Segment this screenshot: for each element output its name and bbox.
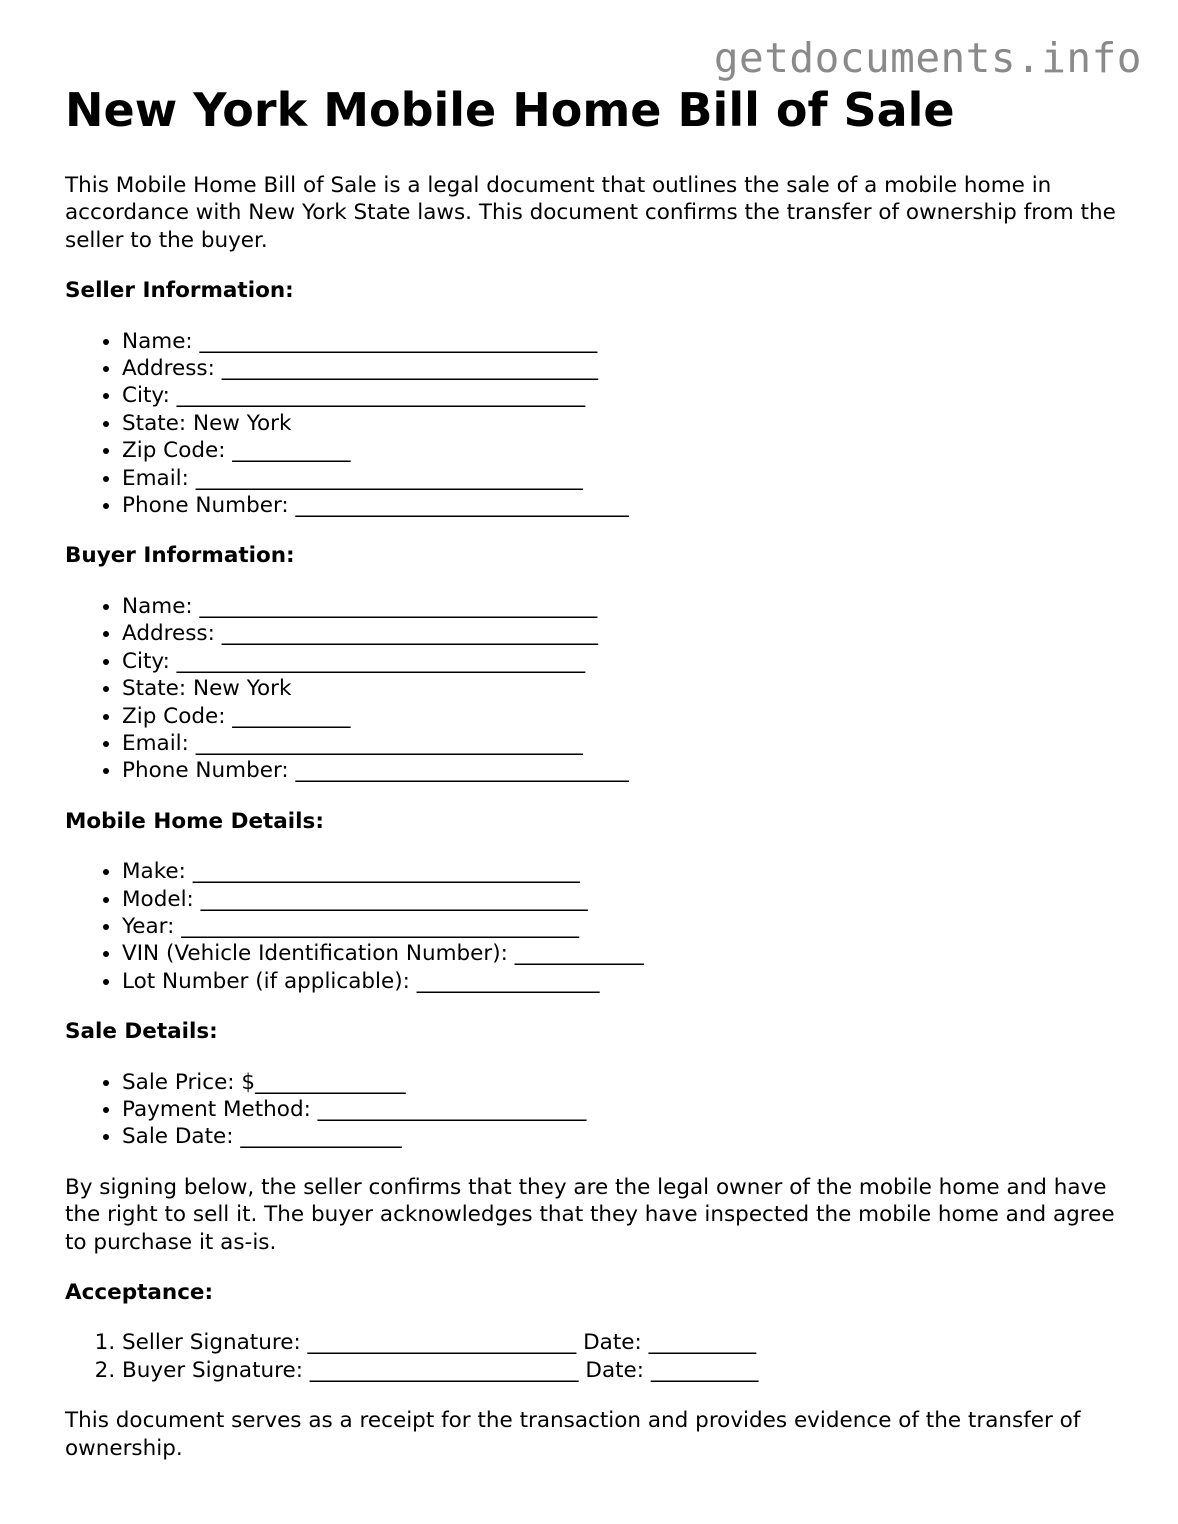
buyer-email-field[interactable]: • Email: ____________________________________ bbox=[122, 730, 1125, 757]
acceptance-heading: Acceptance: bbox=[65, 1280, 214, 1305]
buyer-city-field[interactable]: • City: ______________________________________ bbox=[122, 648, 1125, 675]
home-model-field[interactable]: • Model: ____________________________________ bbox=[122, 886, 1125, 913]
buyer-signature-line[interactable]: 2. Buyer Signature: _________________________ Date: __________ bbox=[122, 1357, 1125, 1384]
sale-date-field[interactable]: • Sale Date: _______________ bbox=[122, 1123, 1125, 1150]
home-details-heading: Mobile Home Details: bbox=[65, 808, 324, 834]
buyer-heading: Buyer Information: bbox=[65, 543, 295, 569]
seller-email-field[interactable]: • Email: ____________________________________ bbox=[122, 465, 1125, 492]
sale-details-fields bbox=[65, 1069, 1125, 1151]
intro-paragraph: This Mobile Home Bill of Sale is a legal document that outlines the sale of a mobile home in accordance with New York State laws. This document confirms the transfer of ownership from the seller to the buyer. bbox=[65, 173, 1116, 253]
home-year-field[interactable]: • Year: _____________________________________ bbox=[122, 913, 1125, 940]
buyer-state-field: • State: New York bbox=[122, 675, 1125, 702]
closing-paragraph: This document serves as a receipt for the transaction and provides evidence of the transfer of ownership. bbox=[65, 1408, 1081, 1461]
seller-state-field: • State: New York bbox=[122, 410, 1125, 437]
seller-address-field[interactable]: • Address: ___________________________________ bbox=[122, 355, 1125, 382]
seller-city-field[interactable]: • City: ______________________________________ bbox=[122, 382, 1125, 409]
buyer-address-field[interactable]: • Address: ___________________________________ bbox=[122, 620, 1125, 647]
payment-method-field[interactable]: • Payment Method: _________________________ bbox=[122, 1096, 1125, 1123]
acceptance-signatures bbox=[65, 1329, 1125, 1384]
seller-fields bbox=[65, 328, 1125, 520]
home-vin-field[interactable]: • VIN (Vehicle Identification Number): ____________ bbox=[122, 940, 1125, 967]
sale-price-field[interactable]: • Sale Price: $______________ bbox=[122, 1069, 1125, 1096]
seller-zip-field[interactable]: • Zip Code: ___________ bbox=[122, 437, 1125, 464]
buyer-phone-field[interactable]: • Phone Number: _______________________________ bbox=[122, 757, 1125, 784]
page-title: New York Mobile Home Bill of Sale bbox=[65, 83, 955, 137]
home-details-fields bbox=[65, 858, 1125, 995]
seller-heading: Seller Information: bbox=[65, 278, 294, 304]
sale-details-heading: Sale Details: bbox=[65, 1019, 218, 1045]
home-lot-number-field[interactable]: • Lot Number (if applicable): _________________ bbox=[122, 968, 1125, 995]
buyer-zip-field[interactable]: • Zip Code: ___________ bbox=[122, 703, 1125, 730]
seller-name-field[interactable]: • Name: _____________________________________ bbox=[122, 328, 1125, 355]
statement-paragraph: By signing below, the seller confirms that they are the legal owner of the mobile home and have the right to sell it. The buyer acknowledges that they have inspected the mobile home and agree to purchase it as-is. bbox=[65, 1174, 1115, 1255]
watermark: getdocuments.info bbox=[713, 34, 1142, 82]
home-make-field[interactable]: • Make: ____________________________________ bbox=[122, 858, 1125, 885]
seller-phone-field[interactable]: • Phone Number: _______________________________ bbox=[122, 492, 1125, 519]
buyer-name-field[interactable]: • Name: _____________________________________ bbox=[122, 593, 1125, 620]
seller-signature-line[interactable]: 1. Seller Signature: _________________________ Date: __________ bbox=[122, 1329, 1125, 1356]
buyer-fields bbox=[65, 593, 1125, 785]
document-body bbox=[65, 80, 1125, 1462]
